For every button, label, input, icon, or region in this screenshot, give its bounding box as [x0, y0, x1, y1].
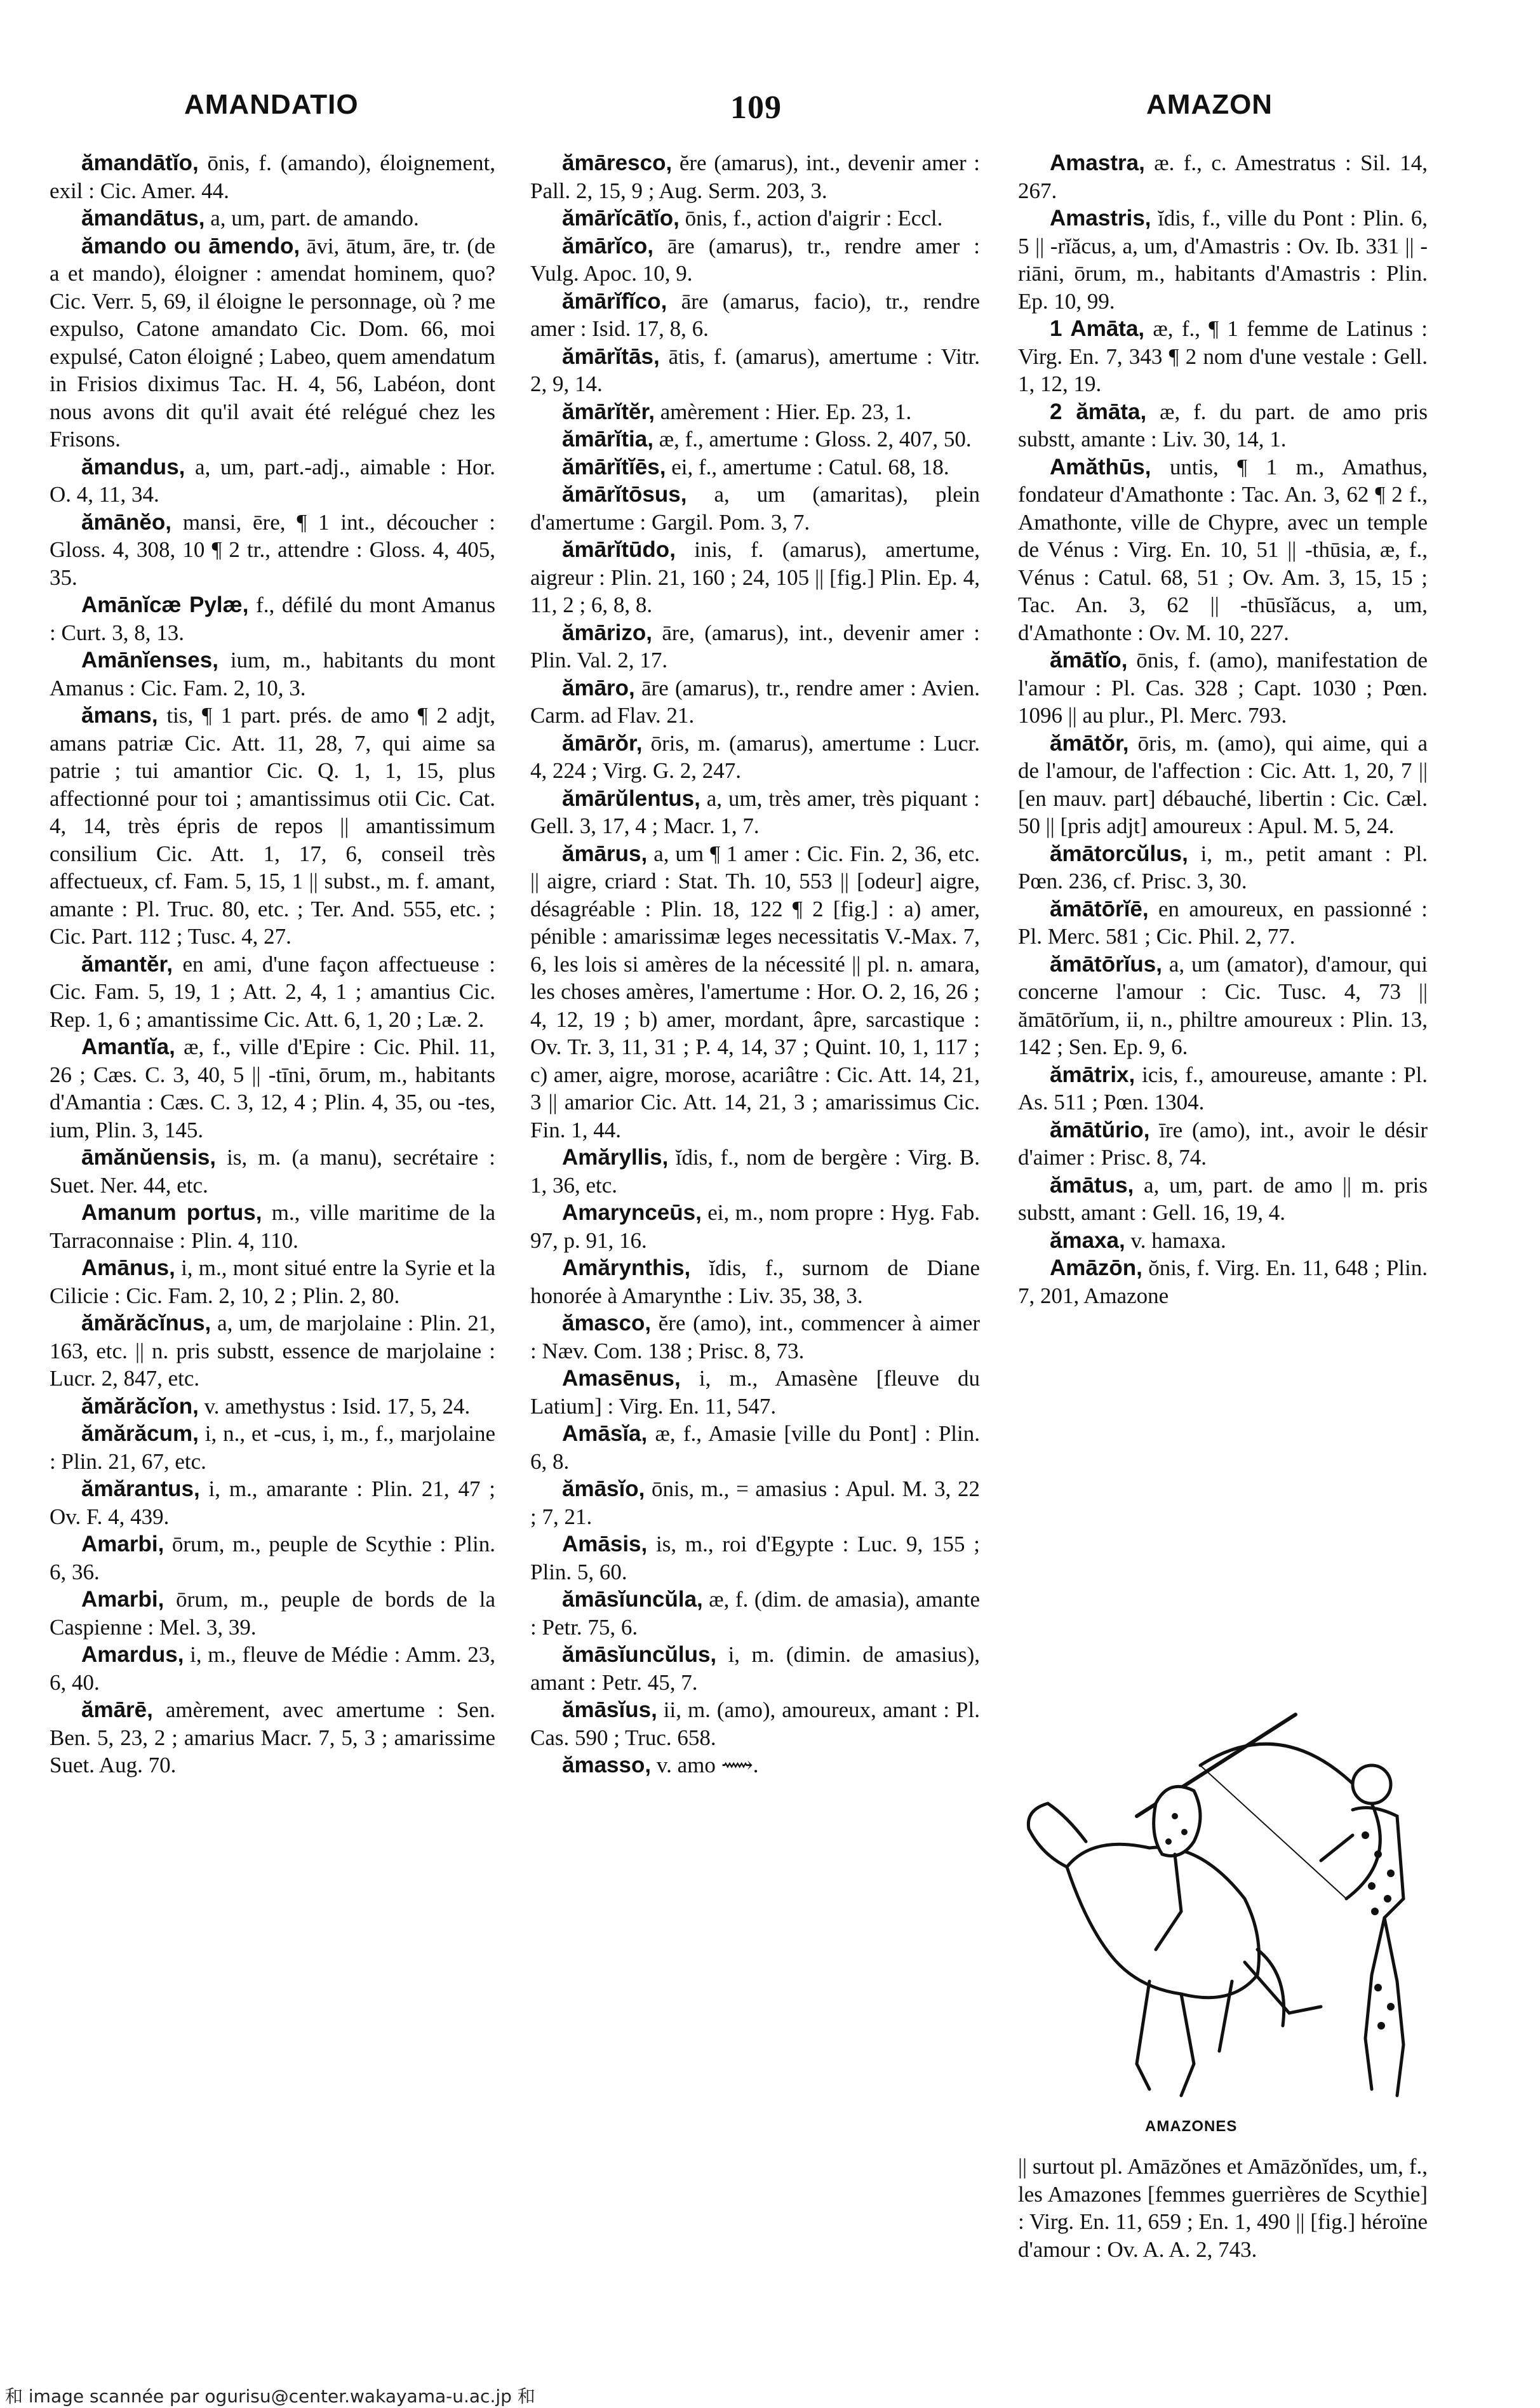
dictionary-entry: [530, 1365, 980, 1420]
entry-definition: i, m., Amasène [fleuve du Latium] : Virg. En. 11, 547.: [530, 1366, 980, 1419]
dictionary-entry: [1018, 646, 1428, 730]
entry-definition: āvi, ātum, āre, tr. (de a et mando), éloigner : amendat hominem, quo? Cic. Verr. 5, 69, il éloigne le personnage, où ? me expulso, Catone amandato Cic. Dom. 66, moi expulsé, Caton éloigné ; Labeo, quem amendatum in Frisios diximus Tac. H. 4, 56, Labéon, dont nous avons dit qu'il avait été relégué chez les Frisons.: [50, 233, 495, 452]
entry-headword: ămātŏr,: [1050, 730, 1129, 756]
dictionary-entry: [530, 619, 980, 674]
entry-definition: æ, f., Amasie [ville du Pont] : Plin. 6, 8.: [530, 1421, 980, 1474]
dictionary-entry: [530, 674, 980, 730]
dictionary-entry: [50, 1420, 495, 1475]
dictionary-entry: [1018, 1116, 1428, 1172]
entry-definition: ĭdis, f., ville du Pont : Plin. 6, 5 || -rĭăcus, a, um, d'Amastris : Ov. Ib. 331 || -riāni, ōrum, m., habitants d'Amastris : Plin. Ep. 10, 99.: [1018, 206, 1428, 314]
entry-headword: ămārĭtūdo,: [562, 537, 676, 562]
dictionary-entry: [530, 398, 980, 426]
entry-headword: ămārŭlentus,: [562, 786, 700, 811]
dictionary-entry: [50, 149, 495, 204]
dictionary-entry: [530, 288, 980, 343]
entry-definition: ōris, m. (amo), qui aime, qui a de l'amour, de l'affection : Cic. Att. 1, 20, 7 || [en mauv. part] débauché, libertin : Cic. Cæl. 50 || [pris adjt] amoureux : Apul. M. 5, 24.: [1018, 730, 1428, 838]
dictionary-entry: [530, 149, 980, 204]
entry-headword: ămārĭtia,: [562, 427, 653, 452]
entry-headword: ămārĭtās,: [562, 344, 660, 369]
entry-headword: Amanum portus,: [81, 1200, 262, 1225]
entry-headword: ămātĭo,: [1050, 648, 1128, 672]
dictionary-entry: [530, 1530, 980, 1586]
entry-definition: v. amo ⟿.: [651, 1753, 759, 1777]
entry-headword: ămārĭtĕr,: [562, 399, 655, 424]
entry-headword: ămānĕo,: [81, 509, 171, 535]
entry-definition: icis, f., amoureuse, amante : Pl. As. 511 ; Pœn. 1304.: [1018, 1062, 1428, 1114]
dictionary-entry: [50, 1309, 495, 1393]
entry-headword: ămandus,: [81, 454, 185, 479]
entry-headword: Amāsĭa,: [562, 1421, 648, 1446]
dictionary-entry: [50, 1641, 495, 1696]
dictionary-entry: [530, 204, 980, 232]
illustration-caption: AMAZONES: [1145, 2118, 1238, 2135]
dictionary-entry: [1018, 1254, 1428, 1309]
dictionary-entry: [530, 730, 980, 785]
entry-definition: æ, f., amertume : Gloss. 2, 407, 50.: [653, 427, 972, 452]
dictionary-entry: [50, 1033, 495, 1144]
entry-definition: īre (amo), int., avoir le désir d'aimer : Prisc. 8, 74.: [1018, 1117, 1428, 1170]
entry-headword: Amăryllis,: [562, 1145, 669, 1170]
dictionary-entry: [1018, 204, 1428, 315]
dictionary-entry: [530, 232, 980, 288]
dictionary-entry: [530, 1751, 980, 1779]
entry-definition: æ. f., c. Amestratus : Sil. 14, 267.: [1018, 150, 1428, 203]
entry-definition: f., défilé du mont Amanus : Curt. 3, 8, 13.: [50, 592, 495, 645]
column-right: [1018, 149, 1428, 1309]
entry-headword: Amăthūs,: [1050, 454, 1151, 479]
entry-definition: ĭdis, f., surnom de Diane honorée à Amarynthe : Liv. 35, 38, 3.: [530, 1255, 980, 1308]
entry-definition: a, um, part. de amo || m. pris substt, amant : Gell. 16, 19, 4.: [1018, 1172, 1428, 1225]
column-right-continuation: || surtout pl. Amāzŏnes et Amāzŏnĭdes, um, f., les Amazones [femmes guerrières de Scythie] : Virg. En. 11, 659 ; En. 1, 490 || [fig.] héroïne d'amour : Ov. A. A. 2, 743.: [1018, 2154, 1428, 2262]
entry-definition: i, m., amarante : Plin. 21, 47 ; Ov. F. 4, 439.: [50, 1476, 495, 1529]
dictionary-entry: [1018, 1061, 1428, 1116]
entry-definition: āre, (amarus), int., devenir amer : Plin. Val. 2, 17.: [530, 620, 980, 672]
dictionary-entry: [1018, 1172, 1428, 1227]
entry-headword: ămārus,: [562, 841, 648, 866]
entry-headword: ămāro,: [562, 675, 635, 700]
running-head-right: AMAZON: [1146, 89, 1273, 120]
dictionary-entry: [1018, 895, 1428, 951]
entry-definition: ei, m., nom propre : Hyg. Fab. 97, p. 91, 16.: [530, 1200, 980, 1253]
entry-headword: ămaxa,: [1050, 1227, 1125, 1253]
entry-headword: ămārŏr,: [562, 730, 643, 756]
entry-definition: ōnis, f. (amando), éloignement, exil : Cic. Amer. 44.: [50, 150, 495, 203]
entry-definition: tis, ¶ 1 part. prés. de amo ¶ 2 adjt, amans patriæ Cic. Att. 11, 28, 7, qui aime sa patrie ; tui amantior Cic. Q. 1, 1, 15, plus affectionné pour toi ; amantissimus otii Cic. Cat. 4, 14, très épris de repos || amantissimum consilium Cic. Att. 1, 17, 6, conseil très affectueux, cf. Fam. 5, 15, 1 || subst., m. f. amant, amante : Pl. Truc. 80, etc. ; Ter. And. 555, etc. ; Cic. Part. 112 ; Tusc. 4, 27.: [50, 703, 495, 949]
entry-headword: ămasco,: [562, 1311, 652, 1335]
dictionary-entry: [530, 1144, 980, 1199]
entry-definition: æ, f. (dim. de amasia), amante : Petr. 75, 6.: [530, 1587, 980, 1640]
entry-definition: is, m., roi d'Egypte : Luc. 9, 155 ; Plin. 5, 60.: [530, 1532, 980, 1584]
entry-headword: ămāsĭuncŭlus,: [562, 1642, 717, 1667]
dictionary-entry: [50, 951, 495, 1034]
entry-headword: ămans,: [81, 703, 158, 728]
dictionary-entry: [530, 1696, 980, 1751]
entry-definition: æ, f., ville d'Epire : Cic. Phil. 11, 26 ; Cæs. C. 3, 40, 5 || -tīni, ōrum, m., habitants d'Amantia : Cæs. C. 3, 12, 4 ; Plin. 4, 35, ou -tes, ium, Plin. 3, 145.: [50, 1034, 495, 1142]
entry-definition: ĭdis, f., nom de bergère : Virg. B. 1, 36, etc.: [530, 1145, 980, 1198]
entry-headword: Amāsis,: [562, 1532, 648, 1556]
entry-headword: Amasēnus,: [562, 1366, 681, 1391]
entry-headword: āmănŭensis,: [81, 1145, 217, 1170]
dictionary-entry: [1018, 398, 1428, 453]
entry-definition: en amoureux, en passionné : Pl. Merc. 581 ; Cic. Phil. 2, 77.: [1018, 896, 1428, 949]
column-middle: [530, 149, 980, 1779]
column-left: [50, 149, 495, 1779]
running-head-left: AMANDATIO: [184, 89, 359, 120]
entry-definition: ōris, m. (amarus), amertume : Lucr. 4, 224 ; Virg. G. 2, 247.: [530, 730, 980, 783]
entry-headword: ămando ou āmendo,: [81, 233, 300, 258]
entry-definition: inis, f. (amarus), amertume, aigreur : Plin. 21, 160 ; 24, 105 || [fig.] Plin. Ep. 4, 11, 2 ; 6, 8, 8.: [530, 537, 980, 617]
dictionary-entry: [50, 646, 495, 702]
entry-definition: ōnis, m., = amasius : Apul. M. 3, 22 ; 7, 21.: [530, 1476, 980, 1529]
entry-headword: ămātrix,: [1050, 1062, 1135, 1087]
dictionary-entry: [50, 1254, 495, 1309]
entry-headword: ămārĭcātĭo,: [562, 206, 680, 231]
entry-headword: Amāzōn,: [1050, 1255, 1142, 1280]
entry-headword: ămărăcĭnus,: [81, 1311, 211, 1335]
entry-definition: a, um (amaritas), plein d'amertume : Gargil. Pom. 3, 7.: [530, 482, 980, 535]
dictionary-entry: [50, 702, 495, 951]
dictionary-entry: [530, 453, 980, 481]
dictionary-entry: [50, 232, 495, 453]
entry-definition: a, um ¶ 1 amer : Cic. Fin. 2, 36, etc. || aigre, criard : Stat. Th. 10, 553 || [odeur] aigre, désagréable : Plin. 18, 122 ¶ 2 [fig.] : a) amer, pénible : amarissimæ leges necessitatis V.-Max. 7, 6, les lois si amères de la nécessité || pl. n. amara, les choses amères, l'amertume : Hor. O. 2, 16, 26 ; 4, 12, 19 ; b) amer, mordant, âpre, sarcastique : Ov. Tr. 3, 11, 31 ; P. 4, 14, 37 ; Quint. 10, 1, 117 ; c) amer, aigre, morose, acariâtre : Cic. Att. 14, 21, 3 || amarior Cic. Att. 14, 21, 3 ; amarissimus Cic. Fin. 1, 44.: [530, 841, 980, 1142]
entry-definition: ium, m., habitants du mont Amanus : Cic. Fam. 2, 10, 3.: [50, 648, 495, 700]
entry-definition: i, m. (dimin. de amasius), amant : Petr. 45, 7.: [530, 1642, 980, 1695]
entry-headword: 2 ămāta,: [1050, 399, 1147, 424]
dictionary-entry: [1018, 315, 1428, 398]
entry-definition: mansi, ēre, ¶ 1 int., découcher : Gloss. 4, 308, 10 ¶ 2 tr., attendre : Gloss. 4, 405, 35.: [50, 509, 495, 590]
entry-definition: æ, f., ¶ 1 femme de Latinus : Virg. En. 7, 343 ¶ 2 nom d'une vestale : Gell. 1, 12, 19.: [1018, 316, 1428, 396]
entry-headword: ămārĭfĭco,: [562, 288, 667, 314]
dictionary-entry: [50, 1475, 495, 1530]
entry-definition: ĕre (amo), int., commencer à aimer : Næv. Com. 138 ; Prisc. 8, 73.: [530, 1311, 980, 1363]
dictionary-entry: [530, 1475, 980, 1530]
dictionary-entry: [530, 1420, 980, 1475]
entry-definition: ii, m. (amo), amoureux, amant : Pl. Cas. 590 ; Truc. 658.: [530, 1697, 980, 1750]
entry-headword: ămārē,: [81, 1697, 153, 1722]
dictionary-entry: [50, 1199, 495, 1254]
dictionary-entry: [530, 785, 980, 840]
entry-definition: a, um, part.-adj., aimable : Hor. O. 4, 11, 34.: [50, 454, 495, 507]
entry-headword: Amastris,: [1050, 206, 1151, 231]
entry-headword: ămāsĭuncŭla,: [562, 1587, 703, 1612]
entry-definition: ōnis, f. (amo), manifestation de l'amour : Pl. Cas. 328 ; Capt. 1030 ; Pœn. 1096 || au plur., Pl. Merc. 793.: [1018, 648, 1428, 728]
dictionary-entry: [530, 1309, 980, 1365]
entry-definition: ātis, f. (amarus), amertume : Vitr. 2, 9, 14.: [530, 344, 980, 396]
dictionary-entry: [530, 425, 980, 453]
entry-definition: ei, f., amertume : Catul. 68, 18.: [666, 454, 949, 479]
entry-headword: ămātorcŭlus,: [1050, 841, 1188, 866]
entry-definition: a, um (amator), d'amour, qui concerne l'amour : Cic. Tusc. 4, 73 || ămātōrĭum, ii, n., philtre amoureux : Plin. 13, 142 ; Sen. Ep. 9, 6.: [1018, 951, 1428, 1059]
entry-definition: i, n., et -cus, i, m., f., marjolaine : Plin. 21, 67, etc.: [50, 1421, 495, 1474]
dictionary-entry: [530, 840, 980, 1144]
entry-headword: Amarbi,: [81, 1532, 164, 1556]
scan-credit-footer: 和 image scannée par ogurisu@center.wakayama-u.ac.jp 和: [5, 2386, 535, 2407]
dictionary-entry: [1018, 840, 1428, 895]
entry-headword: Amarbi,: [81, 1587, 164, 1612]
dictionary-entry: [1018, 730, 1428, 840]
entry-definition: m., ville maritime de la Tarraconnaise : Plin. 4, 110.: [50, 1200, 495, 1253]
entry-headword: ămāsĭus,: [562, 1697, 657, 1722]
entry-headword: ămātŭrio,: [1050, 1117, 1150, 1142]
entry-headword: ămātōrĭus,: [1050, 951, 1162, 977]
dictionary-entry: [1018, 951, 1428, 1061]
entry-definition: i, m., mont situé entre la Syrie et la Cilicie : Cic. Fam. 2, 10, 2 ; Plin. 2, 80.: [50, 1255, 495, 1308]
entry-headword: Amarynceūs,: [562, 1200, 702, 1225]
entry-headword: Amardus,: [81, 1642, 184, 1667]
entry-definition: ōnis, f., action d'aigrir : Eccl.: [679, 206, 943, 231]
entry-definition: v. hamaxa.: [1125, 1227, 1226, 1253]
entry-definition: āre (amarus), tr., rendre amer : Avien. Carm. ad Flav. 21.: [530, 675, 980, 728]
dictionary-entry: [50, 1530, 495, 1586]
entry-headword: ămāresco,: [562, 150, 673, 175]
entry-definition: i, m., petit amant : Pl. Pœn. 236, cf. Prisc. 3, 30.: [1018, 841, 1428, 893]
dictionary-entry: [50, 1586, 495, 1641]
entry-headword: Amastra,: [1050, 150, 1145, 175]
entry-definition: amèrement : Hier. Ep. 23, 1.: [654, 399, 912, 424]
entry-headword: ămāsĭo,: [562, 1476, 645, 1501]
entry-headword: ămărantus,: [81, 1476, 200, 1501]
dictionary-entry: [1018, 149, 1428, 204]
entry-definition: untis, ¶ 1 m., Amathus, fondateur d'Amathonte : Tac. An. 3, 62 ¶ 2 f., Amathonte, ville de Chypre, avec un temple de Vénus : Virg. En. 10, 51 || -thūsia, æ, f., Vénus : Catul. 68, 51 ; Ov. Am. 3, 15, 15 ; Tac. An. 3, 62 || -thūsĭăcus, a, um, d'Amathonte : Ov. M. 10, 227.: [1018, 454, 1428, 645]
dictionary-entry: [530, 536, 980, 619]
entry-headword: ămārĭtĭēs,: [562, 454, 666, 479]
entry-headword: ămărăcum,: [81, 1421, 199, 1446]
entry-headword: ămasso,: [562, 1753, 652, 1777]
dictionary-entry: [50, 1144, 495, 1199]
dictionary-entry: [1018, 1227, 1428, 1255]
entry-definition: ōrum, m., peuple de bords de la Caspienne : Mel. 3, 39.: [50, 1587, 495, 1640]
dictionary-entry: [530, 1254, 980, 1309]
entry-definition: ĕre (amarus), int., devenir amer : Pall. 2, 15, 9 ; Aug. Serm. 203, 3.: [530, 150, 980, 203]
entry-headword: ămārĭco,: [562, 233, 653, 258]
entry-definition: en ami, d'une façon affectueuse : Cic. Fam. 5, 19, 1 ; Att. 2, 4, 1 ; amantius Cic. Rep. 1, 6 ; amantissime Cic. Att. 6, 1, 20 ; Læ. 2.: [50, 951, 495, 1032]
entry-definition: amèrement, avec amertume : Sen. Ben. 5, 23, 2 ; amarius Macr. 7, 5, 3 ; amarissime Suet. Aug. 70.: [50, 1697, 495, 1777]
dictionary-entry: [530, 1641, 980, 1696]
entry-headword: Amānus,: [81, 1255, 175, 1280]
dictionary-entry: [50, 591, 495, 646]
dictionary-entry: [50, 1696, 495, 1779]
entry-headword: ămātus,: [1050, 1172, 1134, 1198]
entry-headword: ămārizo,: [562, 620, 652, 645]
entry-headword: ămārĭtōsus,: [562, 482, 687, 507]
dictionary-entry: [530, 343, 980, 398]
dictionary-entry: [530, 1586, 980, 1641]
entry-headword: Amantĭa,: [81, 1034, 175, 1059]
entry-definition: a, um, part. de amando.: [204, 206, 419, 231]
dictionary-entry: [50, 1393, 495, 1421]
entry-definition: ōrum, m., peuple de Scythie : Plin. 6, 36.: [50, 1532, 495, 1584]
entry-definition: a, um, très amer, très piquant : Gell. 3, 17, 4 ; Macr. 1, 7.: [530, 786, 980, 838]
dictionary-entry: [50, 453, 495, 509]
dictionary-entry: [50, 204, 495, 232]
entry-definition: ŏnis, f. Virg. En. 11, 648 ; Plin. 7, 201, Amazone: [1018, 1255, 1428, 1308]
entry-headword: Amărynthis,: [562, 1255, 691, 1280]
entry-headword: ămātōrĭē,: [1050, 896, 1149, 921]
entry-definition: i, m., fleuve de Médie : Amm. 23, 6, 40.: [50, 1642, 495, 1695]
entry-headword: Amānĭenses,: [81, 648, 218, 672]
entry-headword: ămărăcĭon,: [81, 1393, 199, 1419]
page-number: 109: [730, 90, 782, 126]
entry-headword: 1 Amāta,: [1050, 316, 1145, 341]
amazones-illustration: [991, 1708, 1435, 2121]
entry-headword: ămandātus,: [81, 206, 205, 231]
entry-headword: ămantĕr,: [81, 951, 173, 977]
entry-definition: is, m. (a manu), secrétaire : Suet. Ner. 44, etc.: [50, 1145, 495, 1198]
entry-definition: āre (amarus), tr., rendre amer : Vulg. Apoc. 10, 9.: [530, 233, 980, 286]
entry-definition: v. amethystus : Isid. 17, 5, 24.: [198, 1393, 471, 1419]
entry-definition: a, um, de marjolaine : Plin. 21, 163, etc. || n. pris substt, essence de marjolaine : Lucr. 2, 847, etc.: [50, 1311, 495, 1391]
entry-headword: Amānĭcæ Pylæ,: [81, 592, 249, 617]
entry-definition: æ, f. du part. de amo pris substt, amante : Liv. 30, 14, 1.: [1018, 399, 1428, 452]
entry-definition: āre (amarus, facio), tr., rendre amer : Isid. 17, 8, 6.: [530, 288, 980, 341]
dictionary-entry: [530, 481, 980, 536]
entry-headword: ămandātĭo,: [81, 150, 199, 175]
dictionary-entry: [50, 509, 495, 592]
dictionary-entry: [1018, 453, 1428, 647]
dictionary-entry: [530, 1199, 980, 1254]
